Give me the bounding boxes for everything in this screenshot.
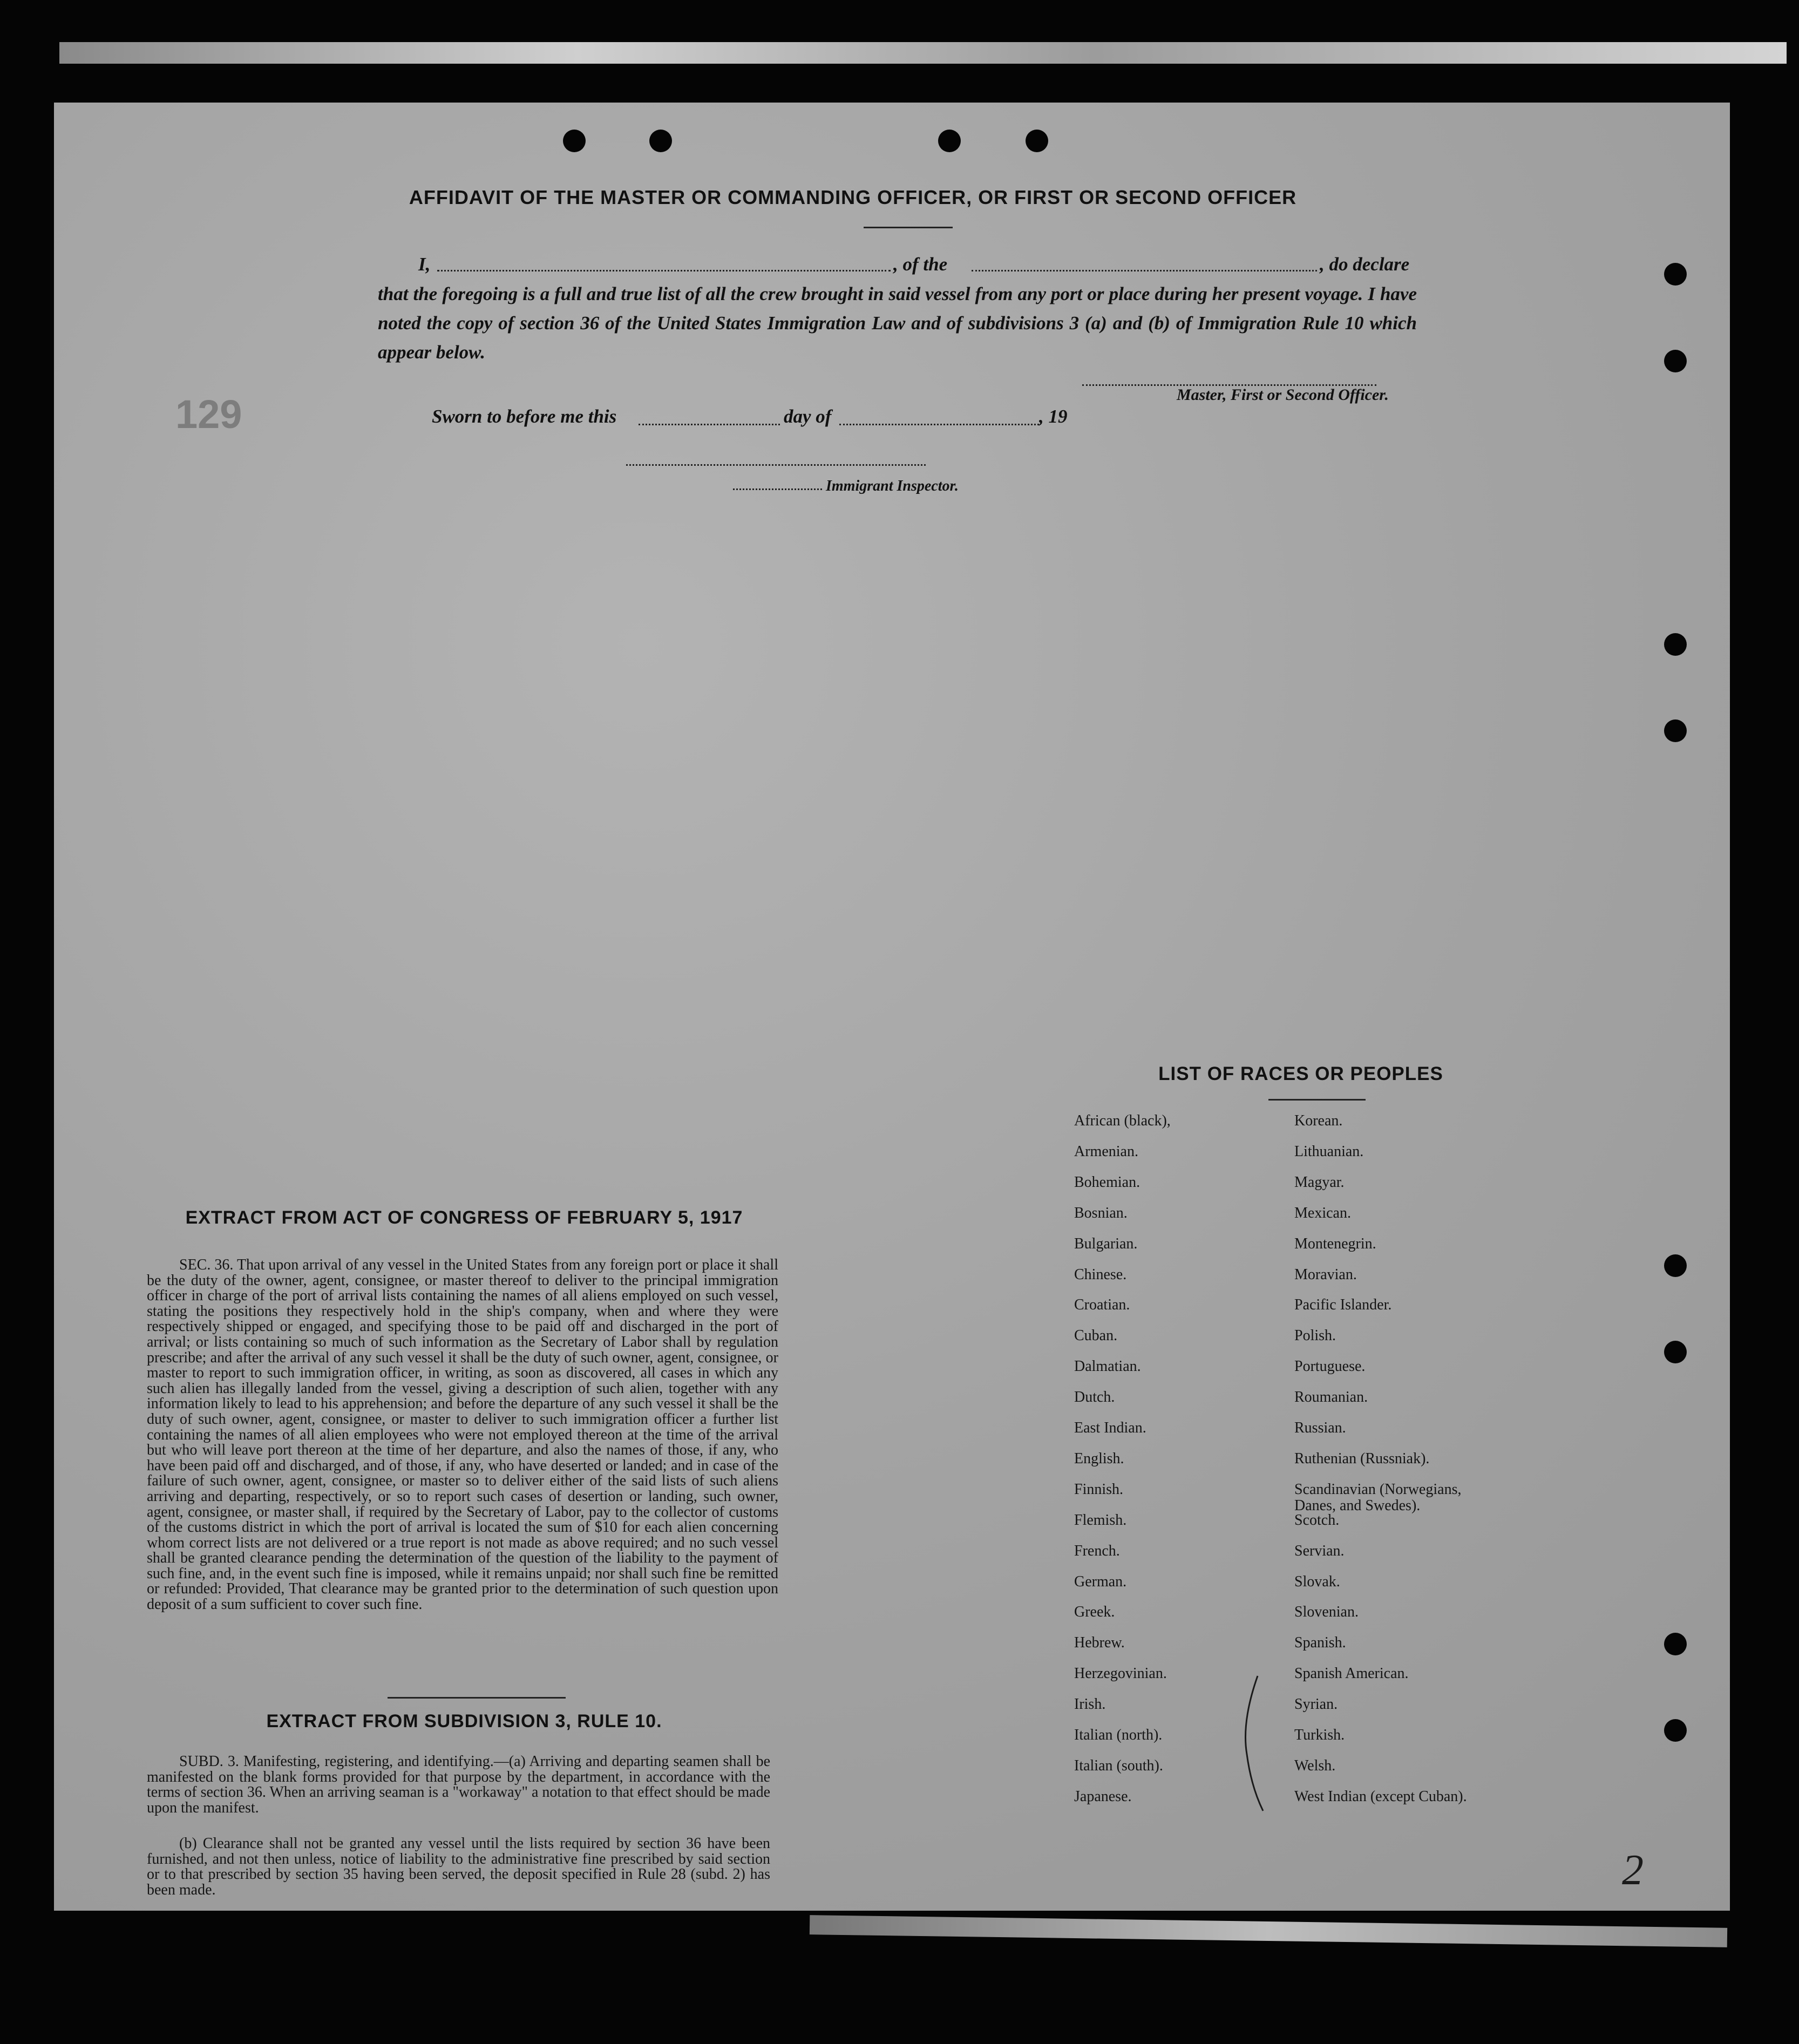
race-item: Hebrew.: [1074, 1634, 1125, 1652]
race-item: Magyar.: [1294, 1173, 1345, 1191]
punch-hole: [1664, 1341, 1687, 1363]
punch-hole: [1026, 130, 1048, 152]
document-page: [54, 103, 1730, 1911]
race-item: West Indian (except Cuban).: [1294, 1788, 1467, 1805]
punch-hole: [563, 130, 586, 152]
bleed-through-number: 129: [175, 392, 242, 437]
film-edge-top: [59, 42, 1787, 64]
month-blank[interactable]: [839, 424, 1039, 425]
vessel-blank[interactable]: [972, 270, 1317, 271]
race-item: Mexican.: [1294, 1204, 1351, 1221]
race-item: Scotch.: [1294, 1511, 1340, 1529]
races-title: LIST OF RACES OR PEOPLES: [1158, 1063, 1443, 1084]
inspector-label: Immigrant Inspector.: [826, 478, 959, 494]
race-item: Dutch.: [1074, 1389, 1115, 1406]
race-item: Turkish.: [1294, 1727, 1345, 1743]
affidavit-declare: , do declare: [1320, 254, 1410, 275]
race-item: Portuguese.: [1294, 1358, 1366, 1375]
punch-hole: [938, 130, 961, 152]
inspector-blank-1[interactable]: [626, 464, 926, 466]
race-item: Dalmatian.: [1074, 1358, 1141, 1375]
sworn-text: Sworn to before me this: [432, 406, 617, 427]
race-item: Italian (south).: [1074, 1757, 1163, 1774]
race-item: Ruthenian (Russniak).: [1294, 1450, 1430, 1467]
race-item: Slovenian.: [1294, 1604, 1359, 1621]
race-item: German.: [1074, 1573, 1127, 1590]
race-item: Bosnian.: [1074, 1204, 1128, 1221]
punch-hole: [1664, 719, 1687, 742]
race-item: Italian (north).: [1074, 1727, 1163, 1743]
race-item: Japanese.: [1074, 1788, 1132, 1805]
punch-hole: [1664, 1719, 1687, 1742]
affidavit-of-the: , of the: [893, 254, 948, 275]
race-item: Lithuanian.: [1294, 1143, 1364, 1160]
race-item: Syrian.: [1294, 1696, 1338, 1713]
day-of: day of: [784, 406, 832, 427]
race-item: African (black),: [1074, 1112, 1171, 1129]
punch-hole: [1664, 350, 1687, 372]
race-item: Greek.: [1074, 1604, 1115, 1621]
race-item: Bohemian.: [1074, 1173, 1141, 1191]
race-item: Korean.: [1294, 1112, 1343, 1129]
race-item: Montenegrin.: [1294, 1235, 1376, 1252]
race-item: Flemish.: [1074, 1511, 1127, 1529]
race-item: Moravian.: [1294, 1266, 1357, 1283]
race-item: Spanish.: [1294, 1634, 1346, 1652]
race-item: Armenian.: [1074, 1143, 1138, 1160]
race-item: Irish.: [1074, 1696, 1106, 1713]
race-item: Cuban.: [1074, 1327, 1118, 1344]
punch-hole: [1664, 1633, 1687, 1655]
race-item: Herzegovinian.: [1074, 1665, 1167, 1682]
race-item: Slovak.: [1294, 1573, 1340, 1590]
punch-hole: [1664, 633, 1687, 656]
race-item: Finnish.: [1074, 1481, 1124, 1498]
act-extract-title: EXTRACT FROM ACT OF CONGRESS OF FEBRUARY 5, 1917: [185, 1207, 743, 1228]
race-item: French.: [1074, 1542, 1120, 1559]
rule-extract-title: EXTRACT FROM SUBDIVISION 3, RULE 10.: [266, 1711, 662, 1731]
race-item: Croatian.: [1074, 1296, 1130, 1314]
race-item: Roumanian.: [1294, 1389, 1368, 1406]
handwritten-bracket: [1236, 1673, 1268, 1814]
act-extract-text: SEC. 36. That upon arrival of any vessel in the United States from any foreign port or place it shall be the duty of the owner, agent, consignee, or master thereof to deliver to the principal immigration officer in charge of the port of arrival lists containing the names of all aliens employed on such vessel, stating the positions they respectively hold in the ship's company, when and where they were respectively shipped or engaged, and specifying those to be paid off and discharged in the port of arrival; or lists containing so much of such information as the Secretary of Labor shall by regulation prescribe; and after the arrival of any such vessel it shall be the duty of such owner, agent, consignee, or master to report to such immigration officer, in writing, as soon as discovered, all cases in which any such alien has illegally landed from the vessel, giving a description of such alien, together with any information likely to lead to his apprehension; and before the departure of any such vessel it shall be the duty of such owner, agent, consignee, or master to deliver to such immigration officer a further list containing the names of all alien employees who were not employed thereon at the time of the arrival but who will leave port thereon at the time of her departure, and also the names of those, if any, who have been paid off and discharged, and of those, if any, who have deserted or landed; and in case of the failure of such owner, agent, consignee, or master so to deliver either of the said lists of such aliens arriving and departing, respectively, or so to report such cases of desertion or landing, such owner, agent, consignee, or master shall, if required by the Secretary of Labor, pay to the collector of customs of the customs district in which the port of arrival is located the sum of $10 for each alien concerning whom correct lists are not delivered or a true report is not made as above required; and no such vessel shall be granted clearance pending the determination of the question of the liability to the payment of such fine, and, in the event such fine is imposed, while it remains unpaid; nor shall such fine be remitted or refunded: Provided, That clearance may be granted prior to the determination of such question upon deposit of a sum sufficient to cover such fine.: [147, 1257, 778, 1613]
affidavit-title: AFFIDAVIT OF THE MASTER OR COMMANDING OFFICER, OR FIRST OR SECOND OFFICER: [409, 186, 1297, 208]
handwritten-corner-mark: 2: [1622, 1846, 1644, 1894]
inspector-blank-2[interactable]: [733, 488, 822, 490]
film-edge-bottom: [810, 1915, 1727, 1947]
race-item: Russian.: [1294, 1420, 1346, 1436]
race-item: East Indian.: [1074, 1420, 1146, 1436]
race-item: Chinese.: [1074, 1266, 1127, 1283]
punch-hole: [1664, 263, 1687, 286]
race-item: Welsh.: [1294, 1757, 1336, 1774]
race-item: Scandinavian (Norwegians, Danes, and Swedes).: [1294, 1481, 1462, 1514]
punch-hole: [649, 130, 672, 152]
race-item: Pacific Islander.: [1294, 1296, 1392, 1314]
race-item: English.: [1074, 1450, 1124, 1467]
affidavit-i: I,: [418, 254, 431, 275]
affidavit-paragraph: that the foregoing is a full and true list of all the crew brought in said vessel from any port or place during her present voyage. I have noted the copy of section 36 of the United States Immigration Law and of subdivisions 3 (a) and (b) of Immigration Rule 10 which appear below.: [378, 283, 1417, 363]
year-prefix: , 19: [1039, 406, 1068, 427]
rule-extract-para-a: SUBD. 3. Manifesting, registering, and identifying.—(a) Arriving and departing seamen shall be manifested on the blank forms provided for that purpose by the department, in accordance with the terms of section 36. When an arriving seaman is a "workaway" a notation to that effect should be made upon the manifest.: [147, 1753, 770, 1816]
race-item: Bulgarian.: [1074, 1235, 1138, 1252]
race-item: Servian.: [1294, 1542, 1345, 1559]
races-underline: [1268, 1099, 1366, 1101]
punch-hole: [1664, 1254, 1687, 1277]
day-blank[interactable]: [639, 424, 780, 425]
rule-extract-para-b: (b) Clearance shall not be granted any vessel until the lists required by section 36 have been furnished, and not then unless, notice of liability to the administrative fine prescribed by said section or to that prescribed by section 35 having been served, the deposit specified in Rule 28 (subd. 2) has been made.: [147, 1835, 770, 1898]
title-underline: [864, 227, 953, 228]
race-item: Polish.: [1294, 1327, 1336, 1344]
race-item: Spanish American.: [1294, 1665, 1409, 1682]
section-divider: [388, 1697, 566, 1699]
name-blank[interactable]: [437, 270, 891, 271]
signature-label: Master, First or Second Officer.: [1177, 386, 1389, 404]
